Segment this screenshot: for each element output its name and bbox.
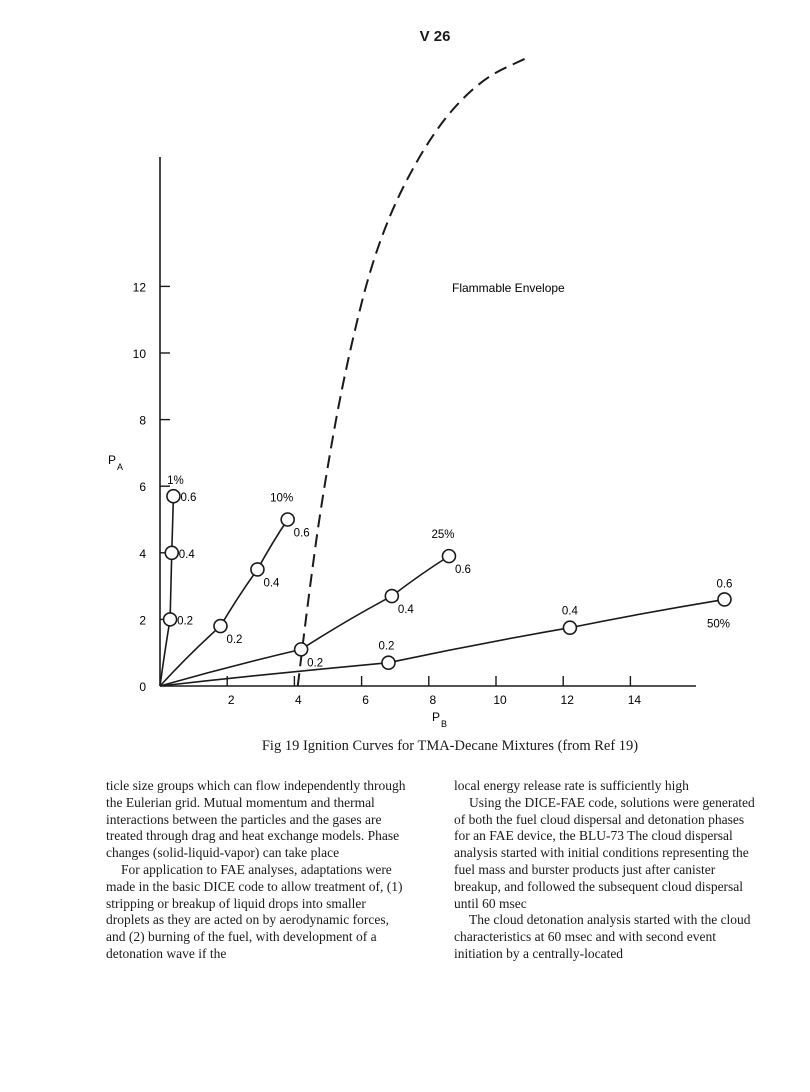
- y-tick-label: 10: [132, 347, 146, 361]
- series-line-1: [160, 520, 288, 687]
- data-label: 0.6: [716, 578, 733, 591]
- chart-axes: [108, 157, 696, 729]
- data-point: [563, 621, 576, 634]
- y-axis-label: P: [108, 453, 117, 467]
- series-name-label: 1%: [167, 475, 184, 488]
- y-axis-label-sub: A: [117, 462, 124, 472]
- y-tick-label: 12: [132, 280, 146, 295]
- series-name-label: 10%: [270, 492, 294, 505]
- data-label: 0.6: [180, 492, 197, 505]
- flammable-envelope-curve: [298, 57, 530, 686]
- y-tick-label: 4: [139, 546, 146, 561]
- data-point: [295, 643, 308, 656]
- data-label: 0.6: [293, 527, 310, 540]
- series-line-0: [160, 496, 173, 686]
- data-point: [251, 563, 264, 576]
- data-label: 0.4: [397, 604, 414, 617]
- x-tick-label: 10: [493, 693, 507, 707]
- left-paragraph-1: ticle size groups which can flow independently through the Eulerian grid. Mutual momentum and thermal interactions between the particles and the gases are treated through drag and heat exchange models. Phase changes (solid-liquid-vapor) can take place: [106, 778, 406, 861]
- data-point: [214, 620, 227, 633]
- origin-label: 0: [139, 680, 146, 694]
- data-label: 0.4: [178, 548, 195, 561]
- data-point: [718, 593, 731, 606]
- data-label: 0.4: [561, 605, 578, 618]
- x-tick-label: 6: [362, 693, 369, 707]
- data-point: [165, 546, 178, 559]
- data-point: [442, 550, 455, 563]
- data-label: 0.2: [307, 657, 324, 670]
- x-tick-label: 2: [227, 693, 235, 707]
- series-name-label: 25%: [431, 529, 455, 542]
- data-point: [382, 656, 395, 669]
- data-label: 0.2: [378, 640, 395, 653]
- x-axis-label-sub: B: [441, 719, 448, 729]
- left-paragraph-2: For application to FAE analyses, adaptations were made in the basic DICE code to allow treatment of, (1) stripping or breakup of liquid drops into smaller droplets as they are acted on by aerodynamic forces, and (2) burning of the fuel, with development of a detonation wave if the: [106, 861, 403, 961]
- body-column-right: [454, 778, 759, 963]
- data-point: [281, 513, 294, 526]
- figure-caption: Fig 19 Ignition Curves for TMA-Decane Mixtures (from Ref 19): [261, 738, 639, 754]
- x-tick-label: 8: [429, 693, 437, 707]
- envelope-layer: [298, 57, 565, 686]
- x-tick-label: 12: [560, 693, 574, 707]
- flammable-envelope-label: Flammable Envelope: [452, 281, 565, 295]
- y-tick-label: 2: [139, 613, 146, 628]
- x-tick-label: 4: [295, 693, 302, 707]
- right-paragraph-1: local energy release rate is sufficiently high: [454, 778, 689, 793]
- series-layer: [160, 490, 731, 686]
- y-tick-label: 8: [139, 413, 146, 428]
- x-axis-label: P: [432, 710, 441, 724]
- data-point: [385, 590, 398, 603]
- x-tick-label: 14: [627, 693, 642, 707]
- data-label: 0.2: [177, 615, 194, 628]
- right-paragraph-2: Using the DICE-FAE code, solutions were generated of both the fuel cloud dispersal and detonation phases for an FAE device, the BLU-73 The cloud dispersal analysis started with initial conditions representing the fuel mass and burster products just after canister breakup, and followed the subsequent cloud dispersal until 60 msec: [454, 794, 755, 911]
- series-name-label: 50%: [706, 618, 730, 631]
- data-label: 0.2: [226, 634, 243, 647]
- data-point: [167, 490, 180, 503]
- body-column-left: [106, 778, 406, 963]
- data-label: 0.6: [454, 564, 471, 577]
- data-point: [164, 613, 177, 626]
- series-line-2: [160, 556, 449, 686]
- y-tick-label: 6: [139, 480, 146, 495]
- right-paragraph-3: The cloud detonation analysis started with the cloud characteristics at 60 msec and with second event initiation by a centrally-located: [454, 912, 751, 961]
- series-line-3: [160, 599, 724, 686]
- data-label: 0.4: [263, 577, 280, 590]
- page-header: V 26: [419, 28, 451, 45]
